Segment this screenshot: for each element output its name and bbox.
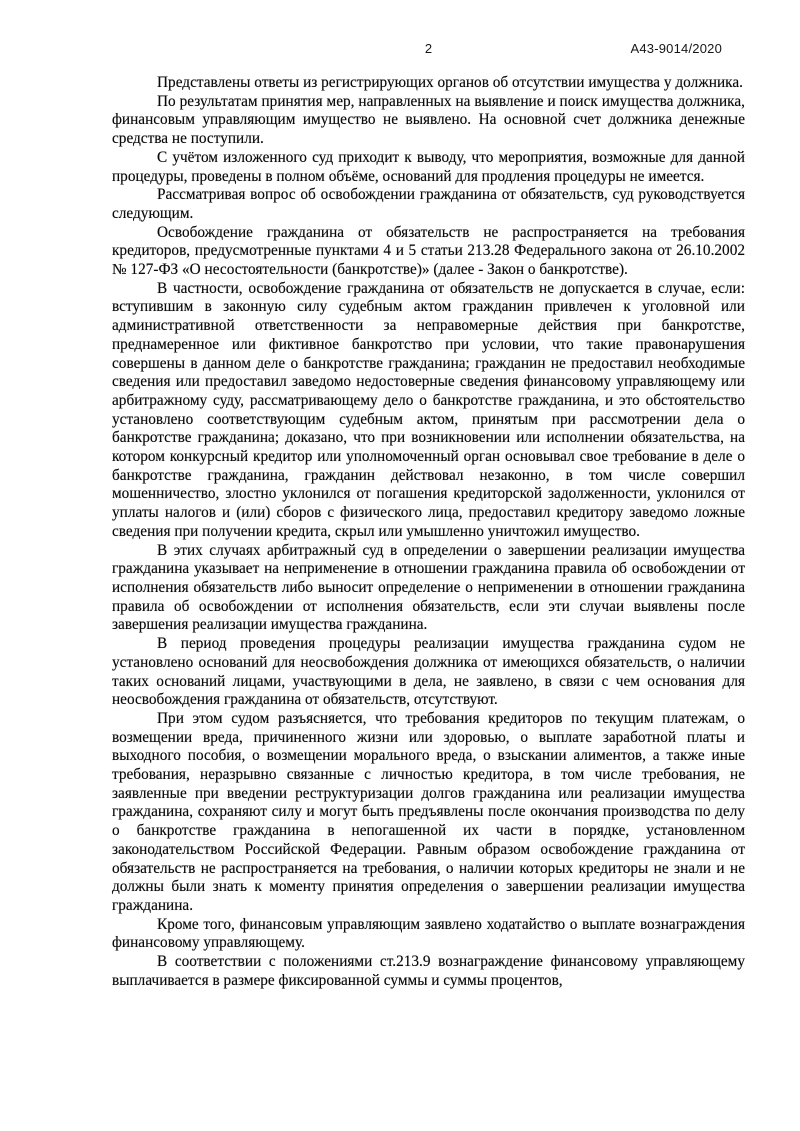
case-number: А43-9014/2020 (630, 41, 722, 56)
paragraph: В период проведения процедуры реализации имущества гражданина судом не установлено оснований для неосвобождения должника от имеющихся обязательств, о наличии таких оснований лицами, участвующими в дела, не заявлено, в связи с чем основания для неосвобождения гражданина от обязательств, отсутствуют. (112, 635, 745, 709)
paragraph: Освобождение гражданина от обязательств не распространяется на требования кредиторов, предусмотренные пунктами 4 и 5 статьи 213.28 Федерального закона от 26.10.2002 № 127-ФЗ «О несостоятельности (банкротстве)» (далее - Закон о банкротстве). (112, 223, 745, 279)
page-number: 2 (424, 41, 433, 56)
paragraph: В этих случаях арбитражный суд в определении о завершении реализации имущества гражданина указывает на неприменение в отношении гражданина правила об освобождении от исполнения обязательств либо выносит определение о неприменении в отношении гражданина правила об освобождении от исполнения обязательств, если эти случаи выявлены после завершения реализации имущества гражданина. (112, 541, 745, 634)
paragraph: В частности, освобождение гражданина от обязательств не допускается в случае, если: вступившим в законную силу судебным актом гражданин привлечен к уголовной или административной ответственности за неправомерные действия при банкротстве, преднамеренное или фиктивное банкротство при условии, что такие правонарушения совершены в данном деле о банкротстве гражданина; гражданин не предоставил необходимые сведения или предоставил заведомо недостоверные сведения финансовому управляющему или арбитражному суду, рассматривающему дело о банкротстве гражданина, и это обстоятельство установлено соответствующим судебным актом, принятым при рассмотрении дела о банкротстве гражданина; доказано, что при возникновении или исполнении обязательства, на котором конкурсный кредитор или уполномоченный орган основывал свое требование в деле о банкротстве гражданина, гражданин действовал незаконно, в том числе совершил мошенничество, злостно уклонился от погашения кредиторской задолженности, уклонился от уплаты налогов и (или) сборов с физического лица, предоставил кредитору заведомо ложные сведения при получении кредита, скрыл или умышленно уничтожил имущество. (112, 279, 745, 540)
paragraph: По результатам принятия мер, направленных на выявление и поиск имущества должника, финансовым управляющим имущество не выявлено. На основной счет должника денежные средства не поступили. (112, 92, 745, 148)
paragraph: С учётом изложенного суд приходит к выводу, что мероприятия, возможные для данной процедуры, проведены в полном объёме, оснований для продления процедуры не имеется. (112, 148, 745, 185)
paragraph: При этом судом разъясняется, что требования кредиторов по текущим платежам, о возмещении вреда, причиненного жизни или здоровью, о выплате заработной платы и выходного пособия, о возмещении морального вреда, о взыскании алиментов, а также иные требования, неразрывно связанные с личностью кредитора, в том числе требования, не заявленные при введении реструктуризации долгов гражданина или реализации имущества гражданина, сохраняют силу и могут быть предъявлены после окончания производства по делу о банкротстве гражданина в непогашенной их части в порядке, установленном законодательством Российской Федерации. Равным образом освобождение гражданина от обязательств не распространяется на требования, о наличии которых кредиторы не знали и не должны были знать к моменту принятия определения о завершении реализации имущества гражданина. (112, 709, 745, 914)
paragraph: Рассматривая вопрос об освобождении гражданина от обязательств, суд руководствуется следующим. (112, 186, 745, 222)
paragraph: Кроме того, финансовым управляющим заявлено ходатайство о выплате вознаграждения финансовому управляющему. (112, 915, 745, 952)
paragraph: В соответствии с положениями ст.213.9 вознаграждение финансовому управляющему выплачивается в размере фиксированной суммы и суммы процентов, (112, 953, 745, 989)
document-body (112, 74, 745, 990)
paragraph: Представлены ответы из регистрирующих органов об отсутствии имущества у должника. (157, 74, 743, 91)
